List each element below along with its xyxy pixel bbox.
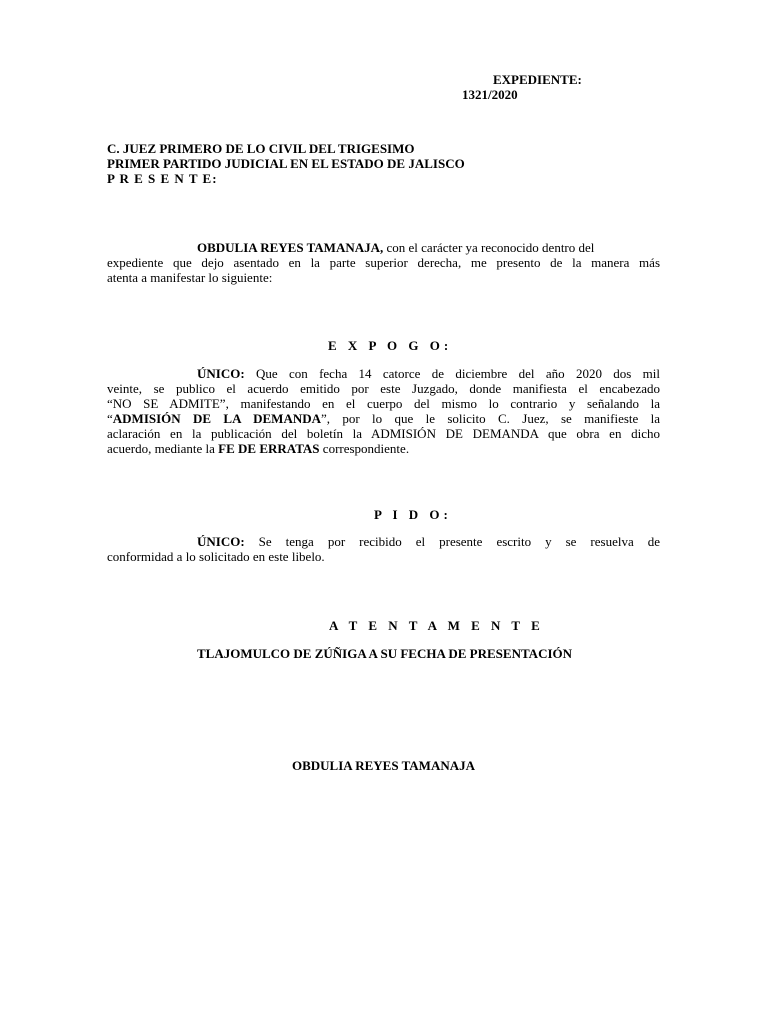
- expongo-unico-label: ÚNICO:: [197, 366, 245, 381]
- expongo-text-1: Que con fecha 14 catorce de diciembre del año 2020 dos mil: [244, 366, 660, 381]
- pido-text-1: Se tenga por recibido el presente escrito y se resuelva de: [244, 534, 660, 549]
- signature-name: OBDULIA REYES TAMANAJA: [292, 758, 475, 773]
- pido-paragraph: [107, 534, 660, 564]
- atentamente-heading: A T E N T A M E N T E: [329, 618, 544, 633]
- pido-line-1: [107, 534, 660, 549]
- expongo-line-4: [107, 411, 660, 426]
- expongo-line-1: [107, 366, 660, 381]
- expongo-line-5: aclaración en la publicación del boletín la ADMISIÓN DE DEMANDA que obra en dicho: [107, 426, 660, 441]
- expongo-text-6a: acuerdo, mediante la: [107, 441, 219, 456]
- intro-line-3: atenta a manifestar lo siguiente:: [107, 270, 273, 285]
- expongo-open-quote: “: [107, 411, 113, 426]
- pido-heading: P I D O:: [374, 507, 452, 522]
- place-date-line: TLAJOMULCO DE ZÚÑIGA A SU FECHA DE PRESENTACIÓN: [197, 646, 573, 661]
- expongo-admision-bold: ADMISIÓN DE LA DEMANDA: [112, 411, 322, 426]
- addressee-block: [107, 141, 667, 186]
- intro-line-1: [107, 240, 660, 255]
- expongo-line-6: [107, 441, 660, 456]
- pido-unico-label: ÚNICO:: [197, 534, 245, 549]
- intro-line-2: expediente que dejo asentado en la parte superior derecha, me presento de la manera más: [107, 255, 660, 270]
- expongo-line-2: veinte, se publico el acuerdo emitido por este Juzgado, donde manifiesta el encabezado: [107, 381, 660, 396]
- intro-paragraph: [107, 240, 660, 285]
- expongo-text-6b: correspondiente.: [319, 441, 410, 456]
- expongo-paragraph: [107, 366, 660, 456]
- expongo-heading: E X P O G O:: [328, 338, 453, 353]
- pido-line-2: conformidad a lo solicitado en este libelo.: [107, 549, 325, 564]
- addressee-line-1: C. JUEZ PRIMERO DE LO CIVIL DEL TRIGESIMO: [107, 141, 415, 156]
- expediente-label: EXPEDIENTE:: [493, 72, 582, 87]
- expongo-line-3: “NO SE ADMITE”, manifestando en el cuerpo del mismo lo contrario y señalando la: [107, 396, 660, 411]
- intro-name: OBDULIA REYES TAMANAJA,: [197, 240, 384, 255]
- expongo-text-4: ”, por lo que le solicito C. Juez, se manifieste la: [321, 411, 661, 426]
- expongo-fe-erratas-bold: FE DE ERRATAS: [218, 441, 320, 456]
- addressee-line-3: P R E S E N T E:: [107, 171, 218, 186]
- addressee-line-2: PRIMER PARTIDO JUDICIAL EN EL ESTADO DE JALISCO: [107, 156, 465, 171]
- expediente-number: 1321/2020: [462, 87, 518, 102]
- intro-text-1: con el carácter ya reconocido dentro del: [383, 240, 595, 255]
